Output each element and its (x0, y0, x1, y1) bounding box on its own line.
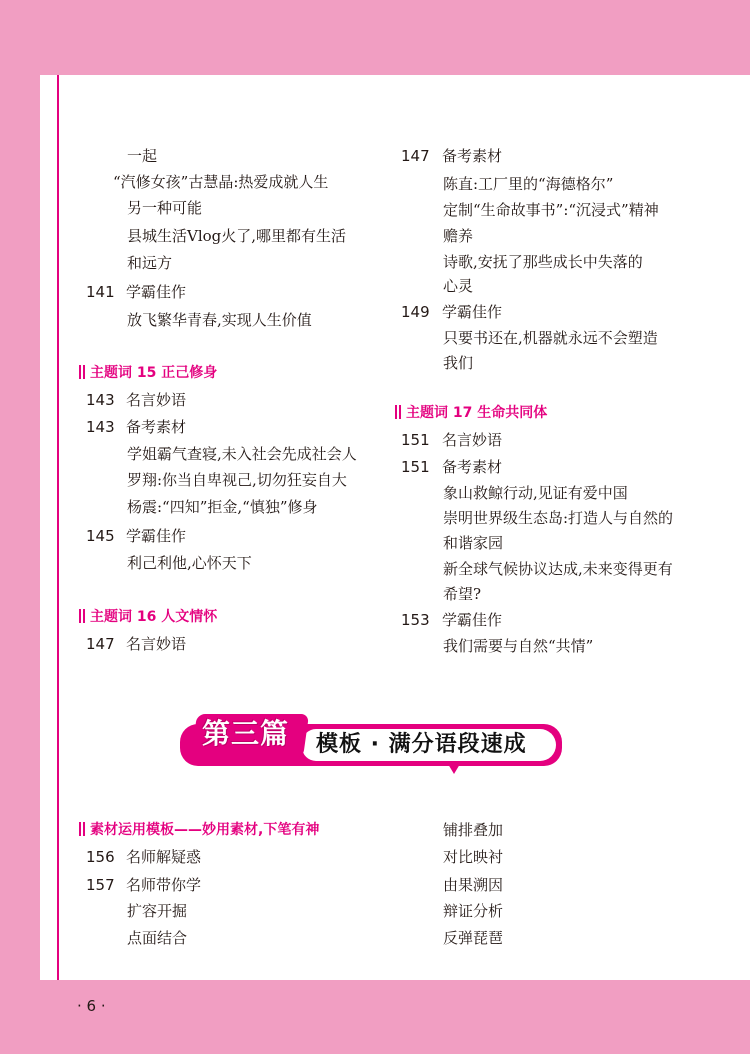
toc-subitem[interactable]: 学姐霸气查寝,未入社会先成社会人 (127, 445, 357, 463)
page-number-ref: 147 (401, 147, 430, 165)
toc-subitem[interactable]: 铺排叠加 (443, 821, 504, 839)
toc-subitem[interactable]: 辩证分析 (443, 902, 504, 920)
section-heading (79, 363, 217, 383)
section-marker-icon (79, 822, 81, 836)
section-marker-icon (83, 822, 85, 836)
toc-subitem[interactable]: “汽修女孩”古慧晶:热爱成就人生 (113, 173, 329, 191)
toc-entry-label[interactable]: 名师解疑惑 (126, 848, 202, 866)
toc-subitem[interactable]: 我们需要与自然“共情” (443, 637, 594, 655)
toc-subitem[interactable]: 只要书还在,机器就永远不会塑造 (443, 329, 658, 347)
page-number-ref: 151 (401, 431, 430, 449)
part-banner (180, 712, 562, 774)
section-heading (79, 820, 319, 840)
section-marker-icon (83, 609, 85, 623)
toc-entry-label[interactable]: 名言妙语 (126, 635, 187, 653)
page-number-ref: 141 (86, 283, 115, 301)
section-marker-icon (395, 405, 397, 419)
toc-entry-label[interactable]: 备考素材 (442, 458, 503, 476)
section-marker-icon (83, 365, 85, 379)
toc-subitem[interactable]: 和远方 (127, 254, 173, 272)
toc-subitem[interactable]: 放飞繁华青春,实现人生价值 (127, 311, 312, 329)
toc-subitem[interactable]: 扩容开掘 (127, 902, 188, 920)
section-title: 主题词 16 人文情怀 (90, 609, 218, 625)
section-marker-icon (79, 365, 81, 379)
toc-subitem[interactable]: 象山救鲸行动,见证有爱中国 (443, 484, 628, 502)
toc-subitem[interactable]: 定制“生命故事书”:“沉浸式”精神 (443, 201, 659, 219)
toc-subitem[interactable]: 和谐家园 (443, 534, 504, 552)
page-number-ref: 143 (86, 391, 115, 409)
page-number-ref: 151 (401, 458, 430, 476)
toc-entry-label[interactable]: 学霸佳作 (442, 303, 503, 321)
section-marker-icon (399, 405, 401, 419)
page-number-ref: 157 (86, 876, 115, 894)
toc-subitem[interactable]: 赡养 (443, 227, 474, 245)
toc-subitem[interactable]: 陈直:工厂里的“海德格尔” (443, 175, 614, 193)
toc-entry-label[interactable]: 学霸佳作 (442, 611, 503, 629)
page-number-ref: 153 (401, 611, 430, 629)
toc-entry-label[interactable]: 学霸佳作 (126, 527, 187, 545)
section-heading (79, 607, 217, 627)
banner-pointer-icon (448, 764, 460, 774)
section-title: 素材运用模板——妙用素材,下笔有神 (90, 822, 320, 838)
toc-subitem[interactable]: 诗歌,安抚了那些成长中失落的 (443, 253, 643, 271)
toc-subitem[interactable]: 心灵 (443, 277, 474, 295)
toc-subitem[interactable]: 县城生活Vlog火了,哪里都有生活 (127, 227, 347, 245)
toc-subitem[interactable]: 希望? (443, 585, 482, 603)
toc-entry-label[interactable]: 备考素材 (126, 418, 187, 436)
margin-rule (57, 75, 59, 980)
section-heading (395, 403, 547, 423)
page-number-ref: 145 (86, 527, 115, 545)
part-title: 模板 · 满分语段速成 (316, 732, 527, 757)
page-number: · 6 · (77, 997, 106, 1015)
toc-entry-label[interactable]: 名言妙语 (126, 391, 187, 409)
page-number-ref: 143 (86, 418, 115, 436)
toc-subitem[interactable]: 罗翔:你当自卑视己,切勿狂妄自大 (127, 471, 347, 489)
toc-entry-label[interactable]: 名言妙语 (442, 431, 503, 449)
toc-subitem[interactable]: 一起 (127, 147, 158, 165)
page-number-ref: 156 (86, 848, 115, 866)
toc-subitem[interactable]: 由果溯因 (443, 876, 504, 894)
part-label: 第三篇 (202, 717, 290, 750)
toc-subitem[interactable]: 新全球气候协议达成,未来变得更有 (443, 560, 673, 578)
toc-entry-label[interactable]: 名师带你学 (126, 876, 202, 894)
toc-subitem[interactable]: 崇明世界级生态岛:打造人与自然的 (443, 509, 674, 527)
toc-subitem[interactable]: 对比映衬 (443, 848, 504, 866)
section-marker-icon (79, 609, 81, 623)
toc-subitem[interactable]: 我们 (443, 354, 474, 372)
section-title: 主题词 17 生命共同体 (406, 405, 548, 421)
toc-subitem[interactable]: 点面结合 (127, 929, 188, 947)
toc-subitem[interactable]: 利己利他,心怀天下 (127, 554, 252, 572)
section-title: 主题词 15 正己修身 (90, 365, 218, 381)
page-number-ref: 147 (86, 635, 115, 653)
toc-subitem[interactable]: 杨震:“四知”拒金,“慎独”修身 (127, 498, 318, 516)
toc-entry-label[interactable]: 学霸佳作 (126, 283, 187, 301)
page-number-ref: 149 (401, 303, 430, 321)
toc-entry-label[interactable]: 备考素材 (442, 147, 503, 165)
toc-subitem[interactable]: 另一种可能 (127, 199, 203, 217)
toc-subitem[interactable]: 反弹琵琶 (443, 929, 504, 947)
